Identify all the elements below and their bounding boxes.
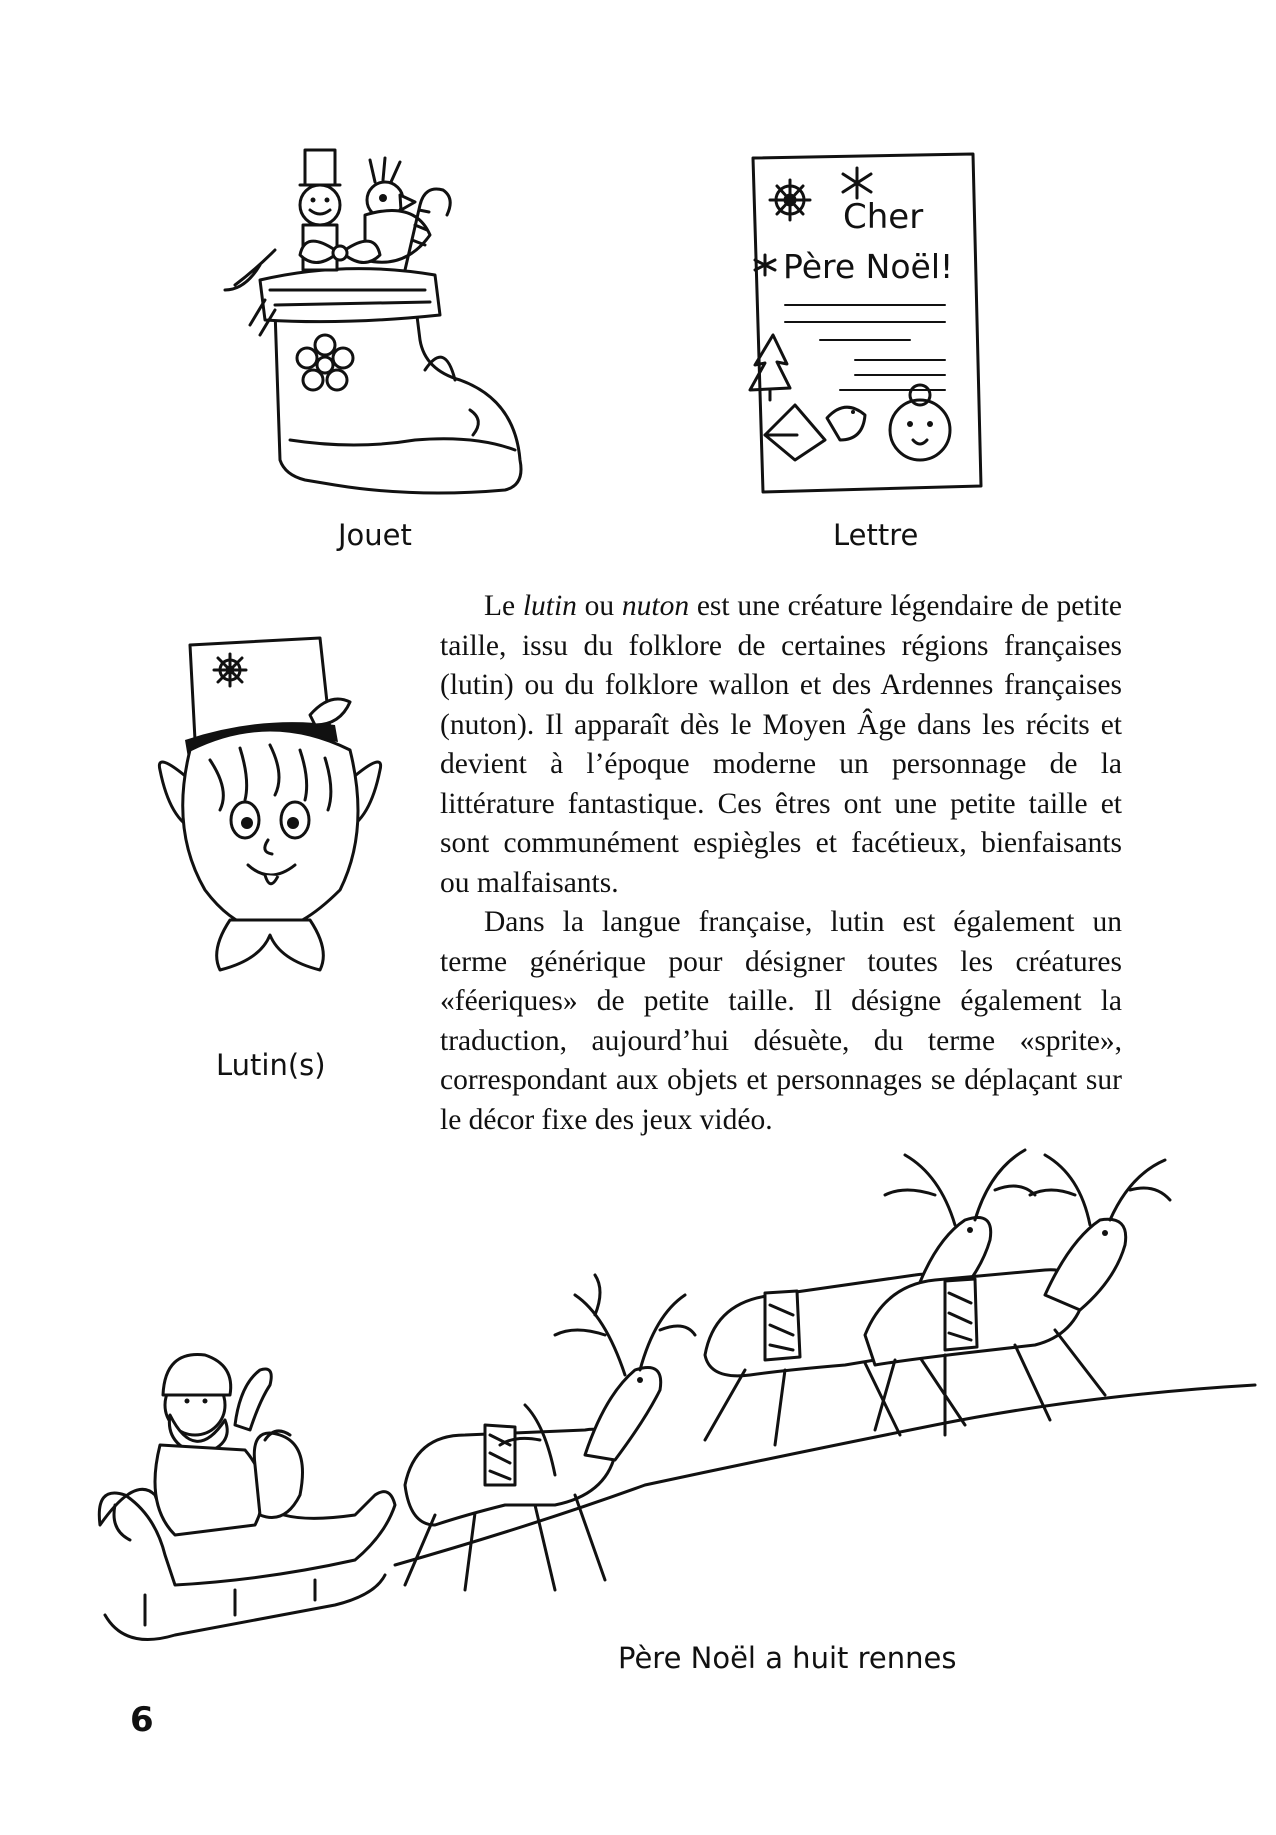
term-lutin: lutin xyxy=(522,590,577,622)
caption-jouet: Jouet xyxy=(338,518,412,552)
elf-illustration xyxy=(150,630,390,990)
paragraph-2: Dans la langue française, lutin est également un terme générique pour désigner toutes les créatures «féeriques» de petite taille. Il désigne également la traduction, aujourd’hui désuète, du terme «sprite», correspondant aux objets et personnages se déplaçant sur le décor fixe des jeux vidéo. xyxy=(440,906,1122,1136)
caption-lutin: Lutin(s) xyxy=(216,1048,326,1082)
reindeer-pair-middle xyxy=(405,1275,695,1590)
santa-sleigh-illustration xyxy=(85,1195,1260,1695)
body-text xyxy=(440,587,1122,1140)
boot-toys-illustration xyxy=(215,140,535,500)
page-number: 6 xyxy=(130,1700,154,1740)
caption-lettre: Lettre xyxy=(833,518,919,552)
text-fragment: est une créature légendaire de petite taille, issu du folklore de certaines régions françaises (lutin) ou du folklore wallon et des Ardennes françaises (nuton). Il apparaît dès le Moyen Âge dans les récits et devient à l’époque moderne un personnage de la littérature fantastique. Ces êtres ont une petite taille et sont communément espiègles et facétieux, bienfaisants ou malfaisants. xyxy=(440,590,1122,899)
letter-illustration xyxy=(745,150,985,495)
text-fragment: ou xyxy=(576,590,622,622)
paragraph-1 xyxy=(440,587,1122,903)
caption-pere-noel: Père Noël a huit rennes xyxy=(618,1641,957,1675)
letter-text-pere-noel: Père Noël! xyxy=(783,247,954,286)
text-fragment: Le xyxy=(484,590,523,622)
letter-text-cher: Cher xyxy=(843,197,924,237)
reindeer-pair-back xyxy=(705,1150,1170,1445)
term-nuton: nuton xyxy=(621,590,690,622)
